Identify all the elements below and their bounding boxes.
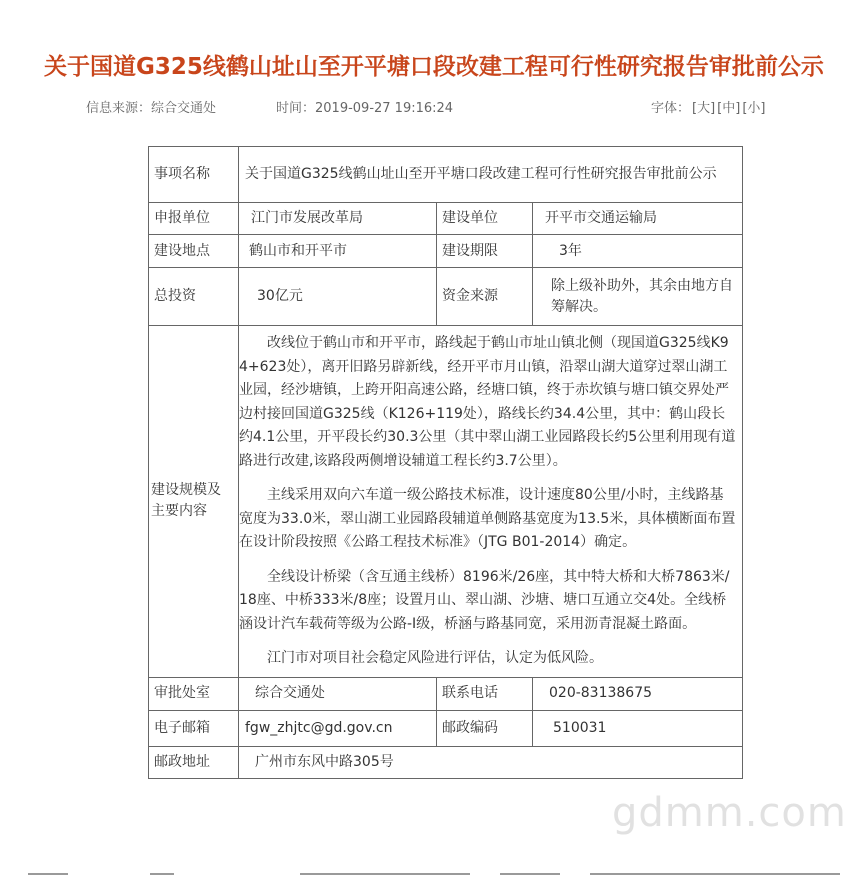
source-info: 信息来源：综合交通处 [86, 101, 217, 116]
clipped-text-fragment [500, 873, 560, 875]
scope-label: 建设规模及主要内容 [149, 326, 239, 678]
applicant-label: 申报单位 [149, 203, 239, 235]
period-label: 建设期限 [437, 235, 533, 268]
scope-paragraph: 江门市对项目社会稳定风险进行评估，认定为低风险。 [267, 650, 603, 666]
font-large-link[interactable]: [大] [692, 101, 716, 116]
table-row [149, 203, 743, 235]
font-size-controls [651, 97, 765, 116]
table-row [149, 746, 743, 778]
funding-value: 除上级补助外，其余由地方自筹解决。 [533, 268, 743, 326]
article-title: 关于国道G325线鹤山址山至开平塘口段改建工程可行性研究报告审批前公示 [44, 54, 824, 80]
table-row [149, 710, 743, 746]
builder-label: 建设单位 [437, 203, 533, 235]
scope-paragraph: 全线设计桥梁（含互通主线桥）8196米/26座，其中特大桥和大桥7863米/18座、中桥333米/8座；设置月山、翠山湖、沙塘、塘口互通立交4处。全线桥涵设计汽车载荷等级为公路-I级，桥涵与路基同宽，采用沥青混凝土路面。 [239, 568, 730, 632]
table-row [149, 677, 743, 710]
scope-paragraph: 主线采用双向六车道一级公路技术标准，设计速度80公里/小时，主线路基宽度为33.0米，翠山湖工业园路段辅道单侧路基宽度为13.5米，具体横断面布置在设计阶段按照《公路工程技术标准》（JTG B01-2014）确定。 [239, 487, 736, 550]
item-name-value: 关于国道G325线鹤山址山至开平塘口段改建工程可行性研究报告审批前公示 [239, 147, 743, 203]
clipped-text-fragment [150, 873, 174, 875]
applicant-value: 江门市发展改革局 [239, 203, 437, 235]
font-medium-link[interactable]: [中] [717, 101, 741, 116]
publish-time: 时间：2019-09-27 19:16:24 [276, 101, 454, 116]
email-label: 电子邮箱 [149, 710, 239, 746]
approval-label: 审批处室 [149, 677, 239, 710]
email-value: fgw_zhjtc@gd.gov.cn [239, 710, 437, 746]
site-watermark: gdmm.com [612, 790, 847, 836]
clipped-text-fragment [28, 873, 68, 875]
table-row [149, 235, 743, 268]
table-row [149, 268, 743, 326]
table-row [149, 147, 743, 203]
builder-value: 开平市交通运输局 [533, 203, 743, 235]
address-value: 广州市东风中路305号 [239, 746, 743, 778]
phone-label: 联系电话 [437, 677, 533, 710]
font-small-link[interactable]: [小] [742, 101, 766, 116]
postcode-value: 510031 [533, 710, 743, 746]
address-label: 邮政地址 [149, 746, 239, 778]
funding-label: 资金来源 [437, 268, 533, 326]
clipped-text-strip [0, 871, 868, 878]
clipped-text-fragment [590, 873, 840, 875]
clipped-text-fragment [300, 873, 470, 875]
scope-content [239, 326, 743, 678]
period-value: 3年 [533, 235, 743, 268]
font-size-label: 字体： [651, 101, 691, 116]
approval-value: 综合交通处 [239, 677, 437, 710]
postcode-label: 邮政编码 [437, 710, 533, 746]
investment-value: 30亿元 [239, 268, 437, 326]
project-info-table [148, 146, 743, 779]
table-row [149, 326, 743, 678]
phone-value: 020-83138675 [533, 677, 743, 710]
location-value: 鹤山市和开平市 [239, 235, 437, 268]
scope-paragraph: 改线位于鹤山市和开平市，路线起于鹤山市址山镇北侧（现国道G325线K94+623处），离开旧路另辟新线，经开平市月山镇，沿翠山湖大道穿过翠山湖工业园，经沙塘镇，上跨开阳高速公路，经塘口镇，终于赤坎镇与塘口镇交界处严边村接回国道G325线（K126+119处），路线长约34.4公里，其中：鹤山段长约4.1公里，开平段长约30.3公里（其中翠山湖工业园路段长约5公里利用现有道路进行改建,该路段两侧增设辅道工程长约3.7公里）。 [239, 335, 736, 469]
investment-label: 总投资 [149, 268, 239, 326]
location-label: 建设地点 [149, 235, 239, 268]
item-name-label: 事项名称 [149, 147, 239, 203]
